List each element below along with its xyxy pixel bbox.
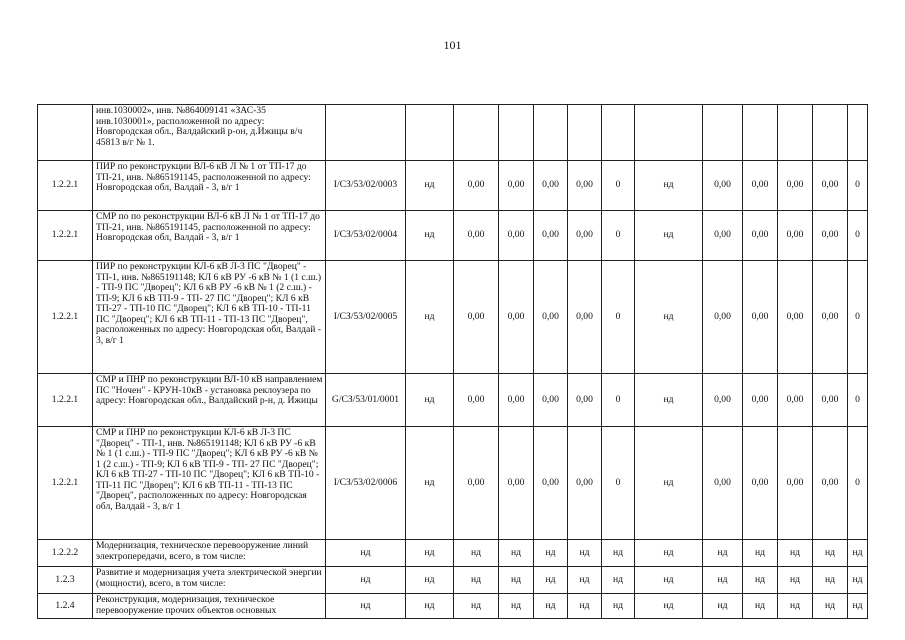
cell-value: нд: [602, 567, 635, 594]
row-code: 1.2.4: [38, 594, 93, 619]
cell-value: 0,00: [454, 261, 499, 374]
cell-value: нд: [454, 567, 499, 594]
cell-value: 0,00: [454, 161, 499, 211]
row-identifier: нд: [326, 567, 406, 594]
cell-value: 0,00: [499, 211, 534, 261]
cell-value: 0,00: [568, 374, 602, 427]
cell-value: 0: [848, 374, 868, 427]
cell-value: 0: [602, 374, 635, 427]
cell-value: нд: [568, 567, 602, 594]
cell-value: 0,00: [499, 161, 534, 211]
cell-value: нд: [703, 567, 743, 594]
table-row: [38, 161, 868, 211]
cell-value: нд: [454, 540, 499, 567]
row-code: [38, 105, 93, 161]
cell-value: нд: [568, 594, 602, 619]
row-code: 1.2.2.2: [38, 540, 93, 567]
cell-value: 0,00: [499, 261, 534, 374]
cell-value: 0,00: [534, 211, 568, 261]
table-row: [38, 211, 868, 261]
cell-value: нд: [568, 540, 602, 567]
cell-value: нд: [703, 540, 743, 567]
cell-value: нд: [454, 594, 499, 619]
cell-value: 0,00: [454, 211, 499, 261]
table-row: [38, 374, 868, 427]
cell-value: 0,00: [813, 161, 848, 211]
cell-value: 0,00: [743, 261, 778, 374]
cell-value: нд: [635, 261, 703, 374]
cell-value: нд: [406, 567, 454, 594]
row-description: СМР по по реконструкции ВЛ-6 кВ Л № 1 от ТП-17 до ТП-21, инв. №865191145, расположенной по адресу: Новгородская обл, Валдай - 3, в/г 1: [93, 211, 326, 261]
cell-value: 0: [848, 211, 868, 261]
row-identifier: I/СЗ/53/02/0004: [326, 211, 406, 261]
cell-value: 0,00: [534, 427, 568, 540]
row-code: 1.2.2.1: [38, 427, 93, 540]
cell-value: нд: [406, 211, 454, 261]
cell-value: 0,00: [703, 374, 743, 427]
cell-value: 0,00: [813, 427, 848, 540]
cell-value: нд: [534, 540, 568, 567]
cell-value: нд: [635, 374, 703, 427]
cell-value: 0,00: [778, 374, 813, 427]
cell-value: 0: [602, 261, 635, 374]
row-description: инв.1030002», инв. №864009141 «ЗАС-35 инв.1030001», расположенной по адресу: Новгородская обл., Валдайский р-он, д.Ижицы в/ч 45813 в/г № 1.: [93, 105, 326, 161]
page-number: 101: [443, 38, 462, 52]
cell-value: нд: [778, 540, 813, 567]
cell-value: 0,00: [568, 261, 602, 374]
cell-value: нд: [635, 540, 703, 567]
cell-value: нд: [743, 594, 778, 619]
row-code: 1.2.2.1: [38, 161, 93, 211]
table-row: [38, 261, 868, 374]
row-description: ПИР по реконструкции ВЛ-6 кВ Л № 1 от ТП-17 до ТП-21, инв. №865191145, расположенной по адресу: Новгородская обл, Валдай - 3, в/г 1: [93, 161, 326, 211]
cell-value: нд: [406, 161, 454, 211]
row-identifier: I/СЗ/53/02/0003: [326, 161, 406, 211]
cell-value: 0,00: [743, 374, 778, 427]
cell-value: нд: [635, 427, 703, 540]
cell-value: 0,00: [778, 211, 813, 261]
row-code: 1.2.2.1: [38, 261, 93, 374]
row-description: Модернизация, техническое перевооружение линий электропередачи, всего, в том числе:: [93, 540, 326, 567]
cell-value: 0,00: [743, 427, 778, 540]
cell-value: 0: [848, 427, 868, 540]
cell-value: нд: [848, 567, 868, 594]
cell-value: нд: [406, 427, 454, 540]
table-row: [38, 427, 868, 540]
cell-value: 0,00: [813, 211, 848, 261]
cell-value: нд: [499, 540, 534, 567]
cell-value: 0,00: [813, 374, 848, 427]
cell-value: нд: [743, 567, 778, 594]
cell-value: 0,00: [778, 261, 813, 374]
cell-value: 0,00: [568, 427, 602, 540]
row-identifier: нд: [326, 594, 406, 619]
cell-value: нд: [848, 540, 868, 567]
cell-value: 0,00: [703, 161, 743, 211]
investment-program-table: [37, 104, 868, 619]
table-row: [38, 594, 868, 619]
cell-value: нд: [813, 540, 848, 567]
cell-value: 0,00: [454, 427, 499, 540]
table-row: [38, 567, 868, 594]
cell-value: нд: [635, 161, 703, 211]
cell-value: 0: [602, 211, 635, 261]
cell-value: 0,00: [813, 261, 848, 374]
cell-value: 0,00: [703, 261, 743, 374]
cell-value: нд: [406, 594, 454, 619]
row-description: СМР и ПНР по реконструкции КЛ-6 кВ Л-3 ПС "Дворец" - ТП-1, инв. №865191148; КЛ 6 кВ РУ -6 кВ № 1 (1 с.ш.) - ТП-9 ПС "Дворец"; КЛ 6 кВ РУ -6 кВ № 1 (2 с.ш.) - ТП-9; КЛ 6 кВ ТП-9 - ТП- 27 ПС "Дворец"; КЛ 6 кВ ТП-27 - ТП-10 ПС "Дворец"; КЛ 6 кВ ТП-10 - ТП-11 ПС "Дворец"; КЛ 6 кВ ТП-11 - ТП-13 ПС "Дворец", расположенных по адресу: Новгородская обл, Валдай - 3, в/г 1: [93, 427, 326, 540]
cell-value: 0,00: [703, 427, 743, 540]
cell-value: 0,00: [743, 211, 778, 261]
cell-value: 0,00: [534, 374, 568, 427]
cell-value: нд: [406, 540, 454, 567]
cell-value: 0: [848, 261, 868, 374]
row-description: Развитие и модернизация учета электрической энергии (мощности), всего, в том числе:: [93, 567, 326, 594]
cell-value: нд: [499, 567, 534, 594]
cell-value: нд: [534, 594, 568, 619]
cell-value: нд: [602, 540, 635, 567]
row-code: 1.2.2.1: [38, 211, 93, 261]
cell-value: 0,00: [568, 211, 602, 261]
cell-value: 0,00: [778, 161, 813, 211]
cell-value: 0,00: [499, 427, 534, 540]
cell-value: нд: [635, 211, 703, 261]
row-identifier: I/СЗ/53/02/0005: [326, 261, 406, 374]
table-row: [38, 105, 868, 161]
cell-value: нд: [743, 540, 778, 567]
row-description: СМР и ПНР по реконструкции ВЛ-10 кВ направлением ПС "Ночен" - КРУН-10кВ - установка реклоузера по адресу: Новгородская обл., Валдайский р-н, д. Ижицы: [93, 374, 326, 427]
cell-value: нд: [778, 567, 813, 594]
cell-value: 0,00: [568, 161, 602, 211]
table-row: [38, 540, 868, 567]
cell-value: нд: [778, 594, 813, 619]
cell-value: 0: [602, 427, 635, 540]
cell-value: нд: [406, 261, 454, 374]
row-description: ПИР по реконструкции КЛ-6 кВ Л-3 ПС "Дворец" - ТП-1, инв. №865191148; КЛ 6 кВ РУ -6 кВ № 1 (1 с.ш.) - ТП-9 ПС "Дворец"; КЛ 6 кВ РУ -6 кВ № 1 (2 с.ш.) - ТП-9; КЛ 6 кВ ТП-9 - ТП- 27 ПС "Дворец"; КЛ 6 кВ ТП-27 - ТП-10 ПС "Дворец"; КЛ 6 кВ ТП-10 - ТП-11 ПС "Дворец"; КЛ 6 кВ ТП-11 - ТП-13 ПС "Дворец", расположенных по адресу: Новгородская обл, Валдай - 3, в/г 1: [93, 261, 326, 374]
row-identifier: G/СЗ/53/01/0001: [326, 374, 406, 427]
cell-value: нд: [635, 594, 703, 619]
cell-value: нд: [534, 567, 568, 594]
cell-value: нд: [813, 594, 848, 619]
cell-value: нд: [602, 594, 635, 619]
cell-value: 0: [848, 161, 868, 211]
cell-value: 0,00: [743, 161, 778, 211]
cell-value: 0,00: [703, 211, 743, 261]
cell-value: нд: [499, 594, 534, 619]
cell-value: 0: [602, 161, 635, 211]
cell-value: нд: [635, 567, 703, 594]
cell-value: нд: [813, 567, 848, 594]
row-description: Реконструкция, модернизация, техническое перевооружение прочих объектов основных: [93, 594, 326, 619]
row-identifier: I/СЗ/53/02/0006: [326, 427, 406, 540]
row-code: 1.2.3: [38, 567, 93, 594]
cell-value: нд: [703, 594, 743, 619]
cell-value: 0,00: [454, 374, 499, 427]
row-identifier: нд: [326, 540, 406, 567]
cell-value: 0,00: [534, 161, 568, 211]
cell-value: нд: [406, 374, 454, 427]
cell-value: 0,00: [499, 374, 534, 427]
cell-value: нд: [848, 594, 868, 619]
row-code: 1.2.2.1: [38, 374, 93, 427]
cell-value: 0,00: [534, 261, 568, 374]
cell-value: 0,00: [778, 427, 813, 540]
